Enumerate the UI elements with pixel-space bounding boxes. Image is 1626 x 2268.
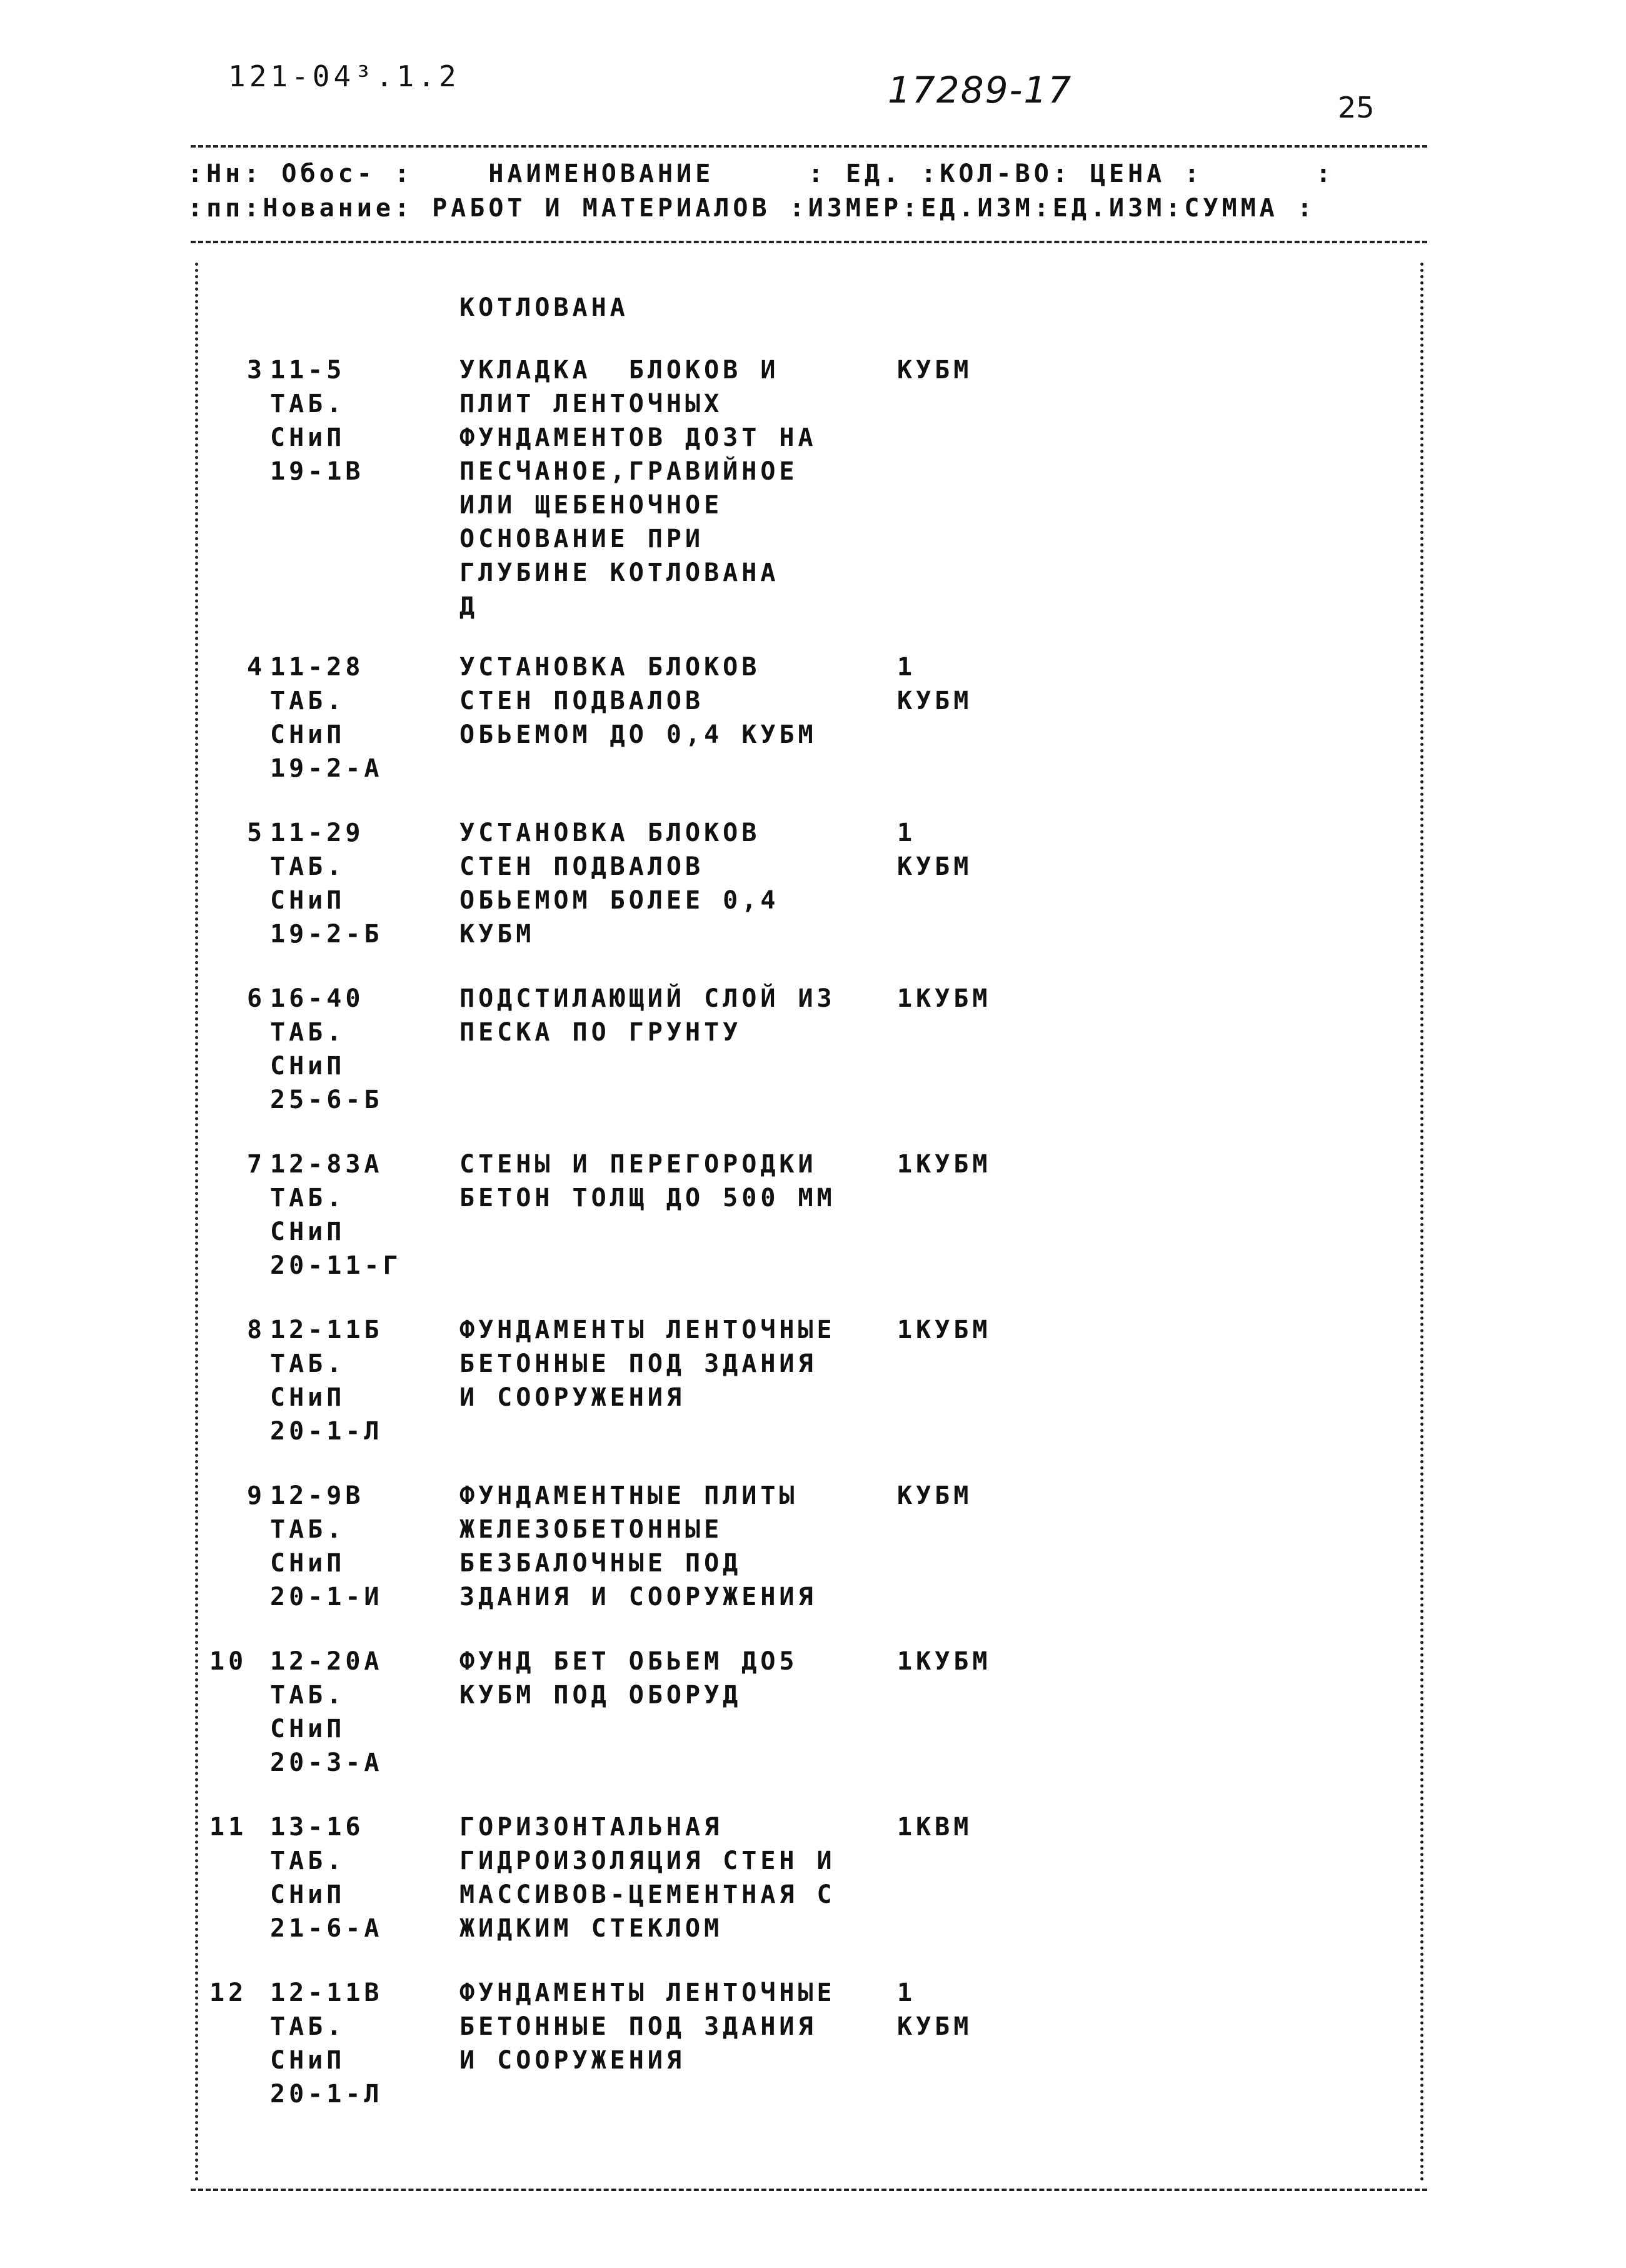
work-name-line: ЖИДКИМ СТЕКЛОМ: [459, 1914, 723, 1943]
basis-line: СНиП: [270, 1052, 346, 1081]
basis-line: 25-6-Б: [270, 1086, 383, 1114]
work-name-line: ФУНД БЕТ ОБЬЕМ ДО5: [459, 1647, 798, 1676]
work-name-line: ФУНДАМЕНТЫ ЛЕНТОЧНЫЕ: [459, 1978, 836, 2007]
work-name-line: ЗДАНИЯ И СООРУЖЕНИЯ: [459, 1583, 817, 1611]
work-name-line: ПЕСЧАНОЕ,ГРАВИЙНОЕ: [459, 457, 798, 486]
basis-line: 12-11В: [270, 1978, 383, 2007]
work-name-line: ПОДСТИЛАЮЩИЙ СЛОЙ ИЗ: [459, 984, 836, 1013]
work-name-line: КУБМ ПОД ОБОРУД: [459, 1681, 742, 1710]
basis-line: 19-2-Б: [270, 920, 383, 949]
document-number: 17289-17: [888, 69, 1073, 111]
work-name-line: КУБМ: [459, 920, 535, 949]
basis-line: ТАБ.: [270, 1681, 346, 1710]
unit-line: КУБМ: [897, 687, 973, 715]
basis-line: СНиП: [270, 1715, 346, 1743]
row-number: 5: [247, 819, 266, 847]
table-top-rule: [191, 145, 1427, 148]
basis-line: 12-9В: [270, 1481, 364, 1510]
basis-line: ТАБ.: [270, 1018, 346, 1047]
basis-line: ТАБ.: [270, 687, 346, 715]
basis-line: 16-40: [270, 984, 364, 1013]
work-name-line: СТЕН ПОДВАЛОВ: [459, 852, 705, 881]
work-name-line: БЕТОННЫЕ ПОД ЗДАНИЯ: [459, 2012, 817, 2041]
basis-line: 20-1-Л: [270, 1417, 383, 1446]
work-name-line: ФУНДАМЕНТЫ ЛЕНТОЧНЫЕ: [459, 1316, 836, 1344]
row-number: 12: [209, 1978, 248, 2007]
unit-line: 1КУБМ: [897, 1150, 991, 1179]
basis-line: СНиП: [270, 423, 346, 452]
unit-line: 1КУБМ: [897, 1316, 991, 1344]
basis-line: СНиП: [270, 1217, 346, 1246]
work-name-line: И СООРУЖЕНИЯ: [459, 2046, 685, 2075]
row-number: 11: [209, 1813, 248, 1842]
column-header-line-1: :Нн: Обос- : НАИМЕНОВАНИЕ : ЕД. :КОЛ-ВО: ЦЕНА : :: [188, 159, 1335, 188]
basis-line: 20-3-А: [270, 1748, 383, 1777]
document-code: 121-04³.1.2: [228, 59, 460, 93]
row-number: 9: [247, 1481, 266, 1510]
row-number: 7: [247, 1150, 266, 1179]
work-name-line: БЕЗБАЛОЧНЫЕ ПОД: [459, 1549, 742, 1578]
work-name-line: УКЛАДКА БЛОКОВ И: [459, 356, 780, 385]
work-name-line: УСТАНОВКА БЛОКОВ: [459, 653, 761, 682]
unit-line: 1КВМ: [897, 1813, 973, 1842]
row-number: 3: [247, 356, 266, 385]
work-name-line: УСТАНОВКА БЛОКОВ: [459, 819, 761, 847]
work-name-line: МАССИВОВ-ЦЕМЕНТНАЯ С: [459, 1880, 836, 1909]
basis-line: 11-28: [270, 653, 364, 682]
work-name-line: БЕТОННЫЕ ПОД ЗДАНИЯ: [459, 1349, 817, 1378]
basis-line: ТАБ.: [270, 390, 346, 418]
basis-line: ТАБ.: [270, 2012, 346, 2041]
unit-line: 1: [897, 1978, 916, 2007]
unit-line: КУБМ: [897, 356, 973, 385]
basis-line: СНиП: [270, 1880, 346, 1909]
work-name-line: Д: [459, 592, 479, 621]
table-right-border: [1420, 263, 1423, 2182]
work-name-line: ОБЬЕМОМ БОЛЕЕ 0,4: [459, 886, 780, 915]
work-name-line: ИЛИ ЩЕБЕНОЧНОЕ: [459, 491, 723, 520]
work-name-line: ГИДРОИЗОЛЯЦИЯ СТЕН И: [459, 1847, 836, 1875]
basis-line: 12-11Б: [270, 1316, 383, 1344]
basis-line: 21-6-А: [270, 1914, 383, 1943]
section-title: КОТЛОВАНА: [459, 293, 629, 322]
basis-line: 19-1В: [270, 457, 364, 486]
page-number: 25: [1338, 91, 1375, 124]
unit-line: 1: [897, 653, 916, 682]
unit-line: КУБМ: [897, 1481, 973, 1510]
unit-line: 1КУБМ: [897, 1647, 991, 1676]
work-name-line: ФУНДАМЕНТОВ ДОЗТ НА: [459, 423, 817, 452]
basis-line: 13-16: [270, 1813, 364, 1842]
basis-line: 12-83А: [270, 1150, 383, 1179]
basis-line: ТАБ.: [270, 1349, 346, 1378]
basis-line: СНиП: [270, 886, 346, 915]
row-number: 8: [247, 1316, 266, 1344]
row-number: 4: [247, 653, 266, 682]
unit-line: КУБМ: [897, 852, 973, 881]
work-name-line: ПЕСКА ПО ГРУНТУ: [459, 1018, 742, 1047]
basis-line: 20-11-Г: [270, 1251, 402, 1280]
work-name-line: ОБЬЕМОМ ДО 0,4 КУБМ: [459, 720, 817, 749]
work-name-line: СТЕНЫ И ПЕРЕГОРОДКИ: [459, 1150, 817, 1179]
work-name-line: БЕТОН ТОЛЩ ДО 500 ММ: [459, 1184, 836, 1212]
work-name-line: ЖЕЛЕЗОБЕТОННЫЕ: [459, 1515, 723, 1544]
basis-line: 11-29: [270, 819, 364, 847]
basis-line: СНиП: [270, 1549, 346, 1578]
work-name-line: ОСНОВАНИЕ ПРИ: [459, 525, 705, 553]
basis-line: СНиП: [270, 1383, 346, 1412]
unit-line: КУБМ: [897, 2012, 973, 2041]
column-header-line-2: :пп:Нование: РАБОТ И МАТЕРИАЛОВ :ИЗМЕР:ЕД.ИЗМ:ЕД.ИЗМ:СУММА :: [188, 194, 1316, 223]
table-left-border: [195, 263, 198, 2182]
basis-line: СНиП: [270, 720, 346, 749]
basis-line: ТАБ.: [270, 1515, 346, 1544]
basis-line: ТАБ.: [270, 1847, 346, 1875]
work-name-line: ПЛИТ ЛЕНТОЧНЫХ: [459, 390, 723, 418]
unit-line: 1: [897, 819, 916, 847]
unit-line: 1КУБМ: [897, 984, 991, 1013]
basis-line: 19-2-А: [270, 754, 383, 783]
basis-line: СНиП: [270, 2046, 346, 2075]
row-number: 6: [247, 984, 266, 1013]
basis-line: 20-1-Л: [270, 2080, 383, 2109]
basis-line: 11-5: [270, 356, 346, 385]
work-name-line: И СООРУЖЕНИЯ: [459, 1383, 685, 1412]
work-name-line: ФУНДАМЕНТНЫЕ ПЛИТЫ: [459, 1481, 798, 1510]
basis-line: ТАБ.: [270, 1184, 346, 1212]
basis-line: 12-20А: [270, 1647, 383, 1676]
work-name-line: ГЛУБИНЕ КОТЛОВАНА: [459, 558, 780, 587]
table-bottom-rule: [191, 2189, 1427, 2191]
row-number: 10: [209, 1647, 248, 1676]
basis-line: ТАБ.: [270, 852, 346, 881]
header-rule: [191, 241, 1427, 243]
work-name-line: ГОРИЗОНТАЛЬНАЯ: [459, 1813, 723, 1842]
work-name-line: СТЕН ПОДВАЛОВ: [459, 687, 705, 715]
basis-line: 20-1-И: [270, 1583, 383, 1611]
